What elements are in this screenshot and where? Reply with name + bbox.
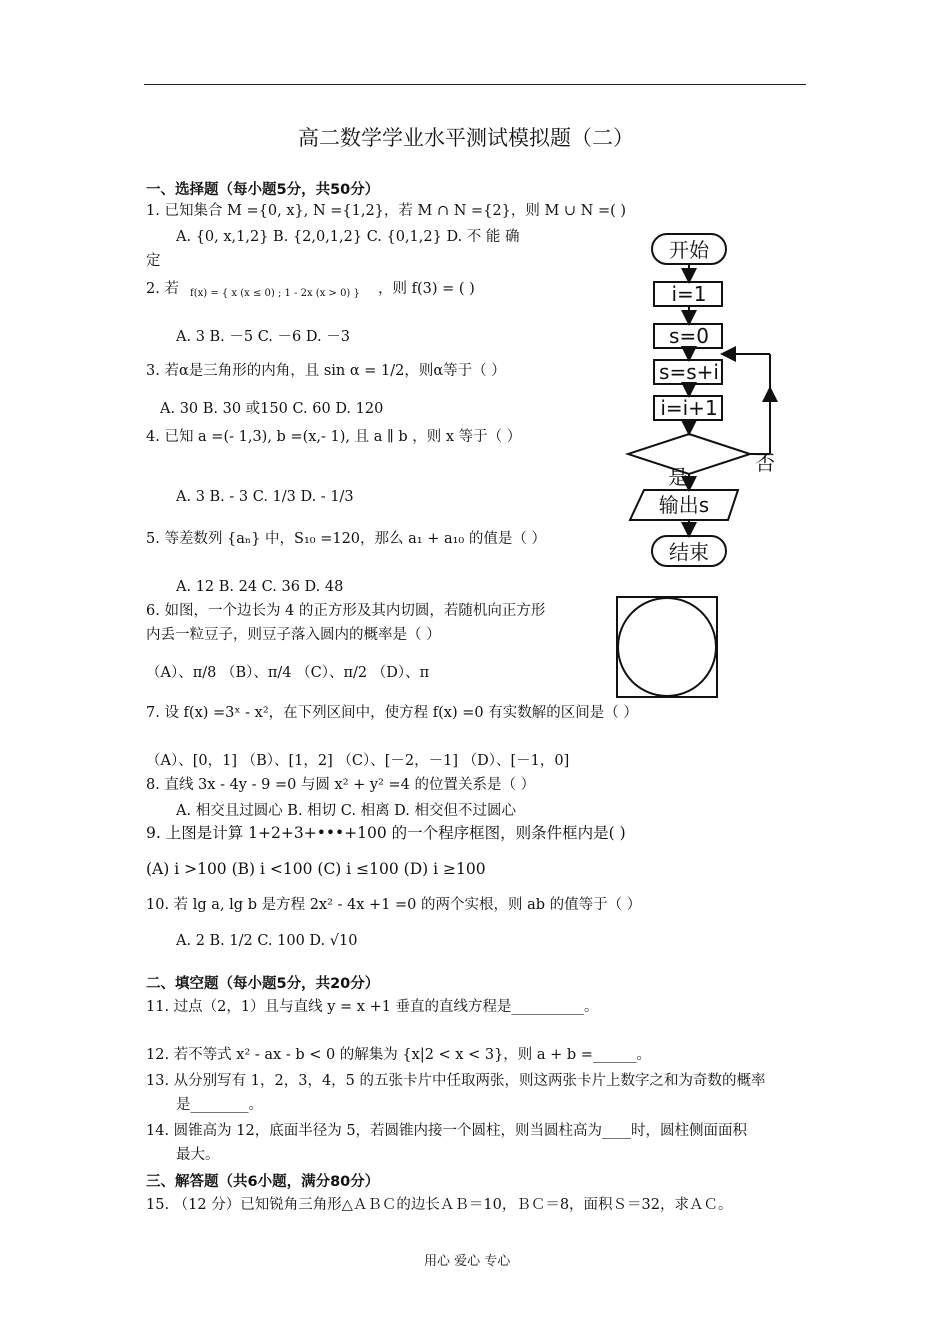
question-13-line-2: 是________。: [176, 1097, 263, 1113]
square-inscribed-circle-figure: [614, 594, 720, 700]
section-1-heading: 一、选择题（每小题5分，共50分）: [146, 182, 380, 198]
question-5-options: A. 12 B. 24 C. 36 D. 48: [176, 579, 344, 595]
question-8-options: A. 相交且过圆心 B. 相切 C. 相离 D. 相交但不过圆心: [176, 803, 517, 819]
question-2-options: A. 3 B. －5 C. －6 D. －3: [176, 329, 350, 345]
question-13-line-1: 13. 从分别写有 1，2，3，4，5 的五张卡片中任取两张，则这两张卡片上数字之和为奇数的概率: [146, 1073, 766, 1089]
program-flowchart: [620, 228, 790, 572]
section-2-heading: 二、填空题（每小题5分，共20分）: [146, 976, 380, 992]
question-7-options: （A）、[0，1] （B）、[1，2] （C）、[－2，－1] （D）、[－1，0]: [146, 753, 570, 769]
question-9-options: (A) i >100 (B) i <100 (C) i ≤100 (D) i ≥100: [146, 860, 486, 878]
question-2-tail: ，则 f(3) = ( ): [378, 281, 475, 297]
question-5-stem: 5. 等差数列 {aₙ} 中，S₁₀ =120，那么 a₁ + a₁₀ 的值是（ ）: [146, 531, 546, 547]
question-3-options: A. 30 B. 30 或150 C. 60 D. 120: [160, 401, 384, 417]
flow-no-label: 否: [755, 451, 775, 475]
question-8-stem: 8. 直线 3x - 4y - 9 =0 与圆 x² + y² =4 的位置关系是（ ）: [146, 777, 536, 793]
flow-yes-label: 是: [668, 465, 688, 489]
question-2-stem: 2. 若: [146, 281, 179, 297]
inscribed-circle: [618, 598, 716, 696]
question-6-line-2: 内丢一粒豆子，则豆子落入圆内的概率是（ ）: [146, 627, 441, 643]
flow-update-i-text: i=i+1: [660, 396, 718, 420]
question-14-line-2: 最大。: [176, 1147, 220, 1163]
page-footer: 用心 爱心 专心: [424, 1254, 511, 1269]
question-2-function: f(x) = { x (x ≤ 0) ; 1 - 2x (x > 0) }: [190, 288, 360, 299]
question-1-options-wrap: 定: [146, 253, 161, 269]
header-rule: [144, 84, 806, 85]
flow-update-s-text: s=s+i: [659, 360, 719, 384]
question-4-options: A. 3 B. - 3 C. 1/3 D. - 1/3: [176, 489, 354, 505]
question-10-stem: 10. 若 lg a, lg b 是方程 2x² - 4x +1 =0 的两个实根，则 ab 的值等于（ ）: [146, 897, 642, 913]
question-9-stem: 9. 上图是计算 1+2+3+•••+100 的一个程序框图，则条件框内是( ): [146, 824, 626, 842]
question-1-stem: 1. 已知集合 M ={0, x}, N ={1,2}，若 M ∩ N ={2}，则 M ∪ N =( ): [146, 203, 627, 219]
question-10-options: A. 2 B. 1/2 C. 100 D. √10: [176, 933, 358, 949]
flow-end-text: 结束: [669, 540, 709, 564]
question-4-stem: 4. 已知 a =(- 1,3), b =(x,- 1), 且 a ∥ b ，则 x 等于（ ）: [146, 429, 522, 445]
flow-init-i-text: i=1: [671, 282, 707, 306]
question-6-line-1: 6. 如图，一个边长为 4 的正方形及其内切圆，若随机向正方形: [146, 603, 546, 619]
flow-output-text: 输出s: [658, 493, 710, 517]
question-14-line-1: 14. 圆锥高为 12，底面半径为 5，若圆锥内接一个圆柱，则当圆柱高为____时，圆柱侧面面积: [146, 1123, 748, 1139]
flow-start-text: 开始: [669, 238, 709, 262]
condition-diamond: [628, 434, 750, 474]
question-7-stem: 7. 设 f(x) =3ˣ - x²，在下列区间中，使方程 f(x) =0 有实数解的区间是（ ）: [146, 705, 638, 721]
question-1-options: A. {0, x,1,2} B. {2,0,1,2} C. {0,1,2} D. 不 能 确: [176, 229, 520, 245]
question-6-options: （A）、π/8 （B）、π/4 （C）、π/2 （D）、π: [146, 665, 430, 681]
question-15-stem: 15. （12 分）已知锐角三角形△ＡＢＣ的边长ＡＢ＝10，ＢＣ＝8，面积Ｓ＝32，求ＡＣ。: [146, 1197, 733, 1213]
page-title: 高二数学学业水平测试模拟题（二）: [298, 126, 634, 150]
section-3-heading: 三、解答题（共6小题，满分80分）: [146, 1174, 380, 1190]
flow-init-s-text: s=0: [669, 324, 709, 348]
question-12-stem: 12. 若不等式 x² - ax - b < 0 的解集为 {x|2 < x < 3}，则 a + b =______。: [146, 1047, 651, 1063]
question-11-stem: 11. 过点（2，1）且与直线 y = x +1 垂直的直线方程是__________。: [146, 999, 599, 1015]
question-3-stem: 3. 若α是三角形的内角，且 sin α = 1/2，则α等于（ ）: [146, 363, 506, 379]
